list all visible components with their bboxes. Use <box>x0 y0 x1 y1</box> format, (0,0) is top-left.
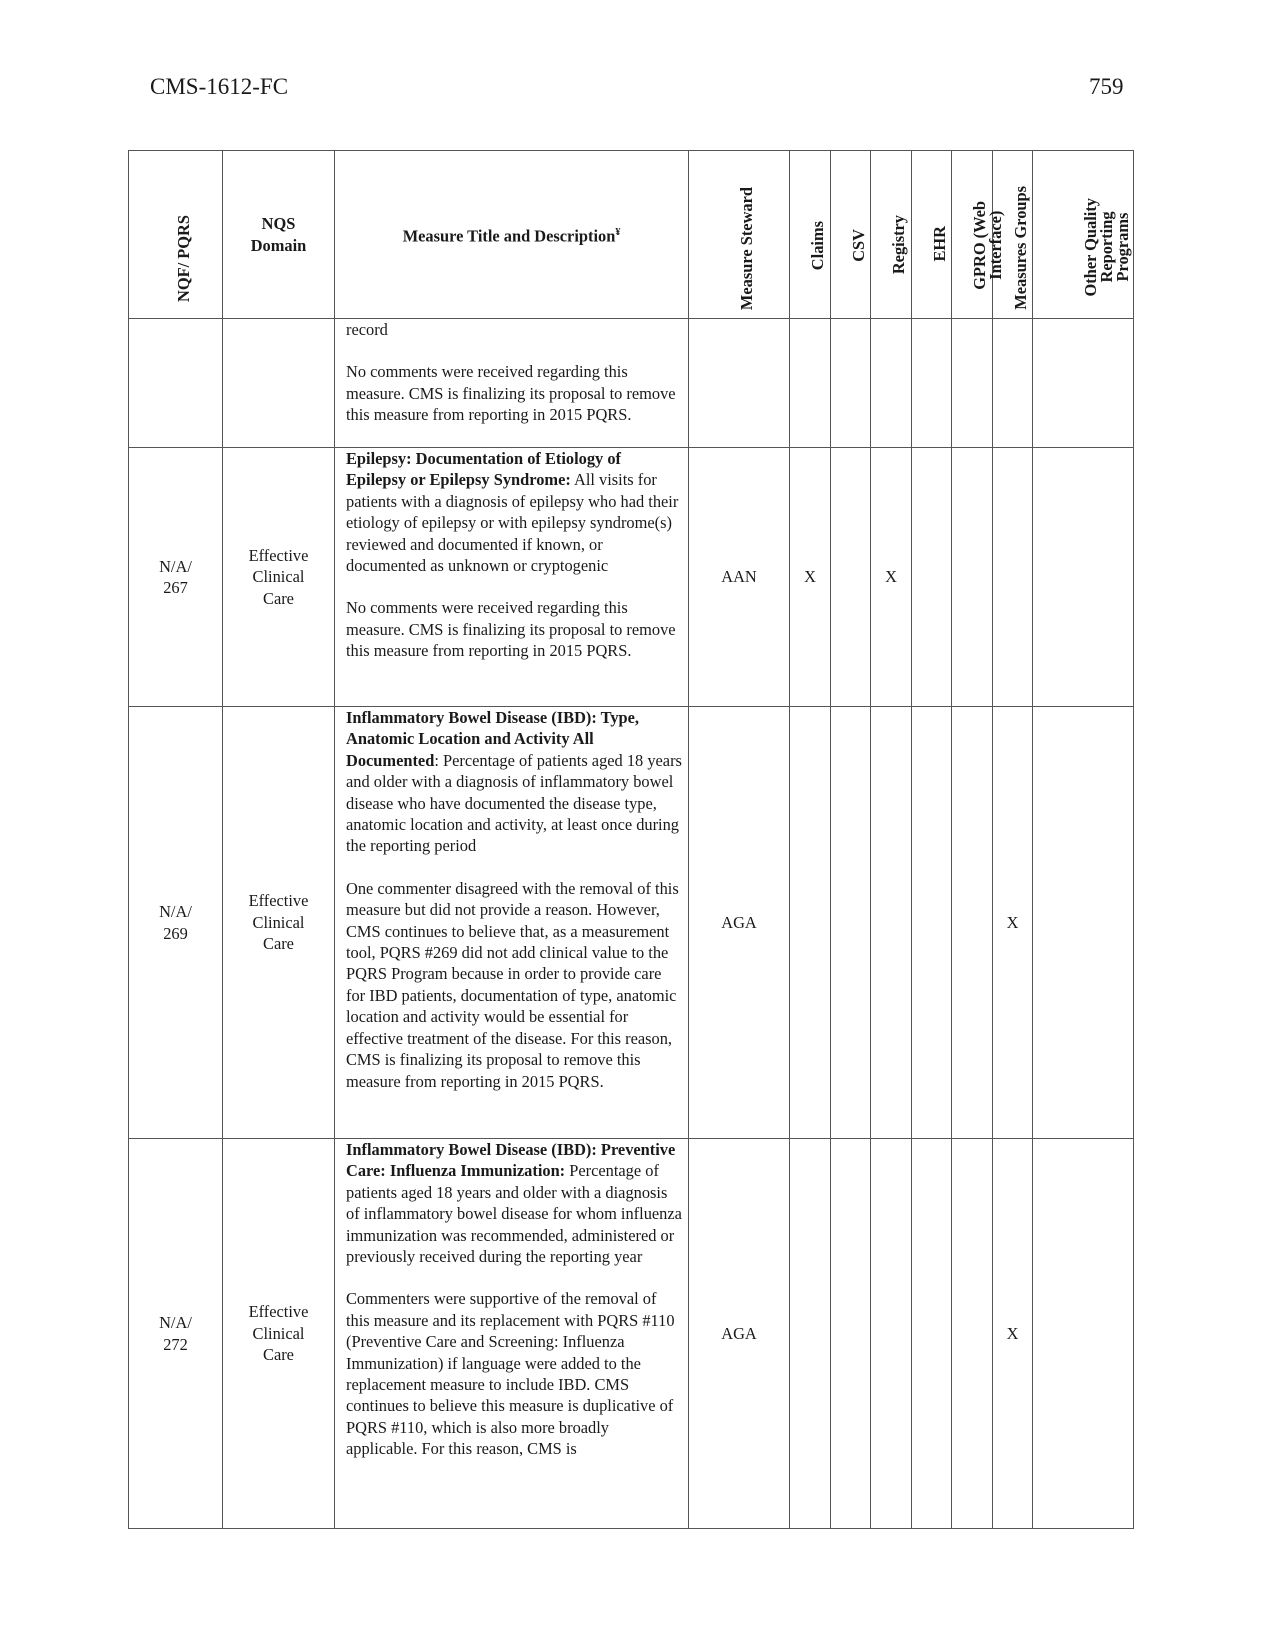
cell-ehr <box>912 1139 952 1529</box>
cell-registry <box>871 707 912 1139</box>
cell-csv <box>831 707 871 1139</box>
measure-comment: No comments were received regarding this measure. CMS is finalizing its proposal to remove this measure from reporting in 2015 PQRS. <box>346 362 676 425</box>
measure-comment: No comments were received regarding this measure. CMS is finalizing its proposal to remove this measure from reporting in 2015 PQRS. <box>346 598 676 661</box>
cell-nqs-domain <box>223 319 335 448</box>
cell-nqs-domain: Effective Clinical Care <box>223 448 335 707</box>
cell-nqf-pqrs: N/A/ 269 <box>129 707 223 1139</box>
cell-ehr <box>912 707 952 1139</box>
cell-registry <box>871 319 912 448</box>
header-claims: Claims <box>790 151 831 319</box>
cell-csv <box>831 448 871 707</box>
header-measures-groups: Measures Groups <box>993 151 1033 319</box>
measure-title: Inflammatory Bowel Disease (IBD): Preventive Care: Influenza Immunization: <box>346 1140 676 1181</box>
cell-gpro <box>952 448 993 707</box>
cell-csv <box>831 319 871 448</box>
measure-description: : Percentage of patients aged 18 years and older with a diagnosis of inflammatory bowel disease who have documented the disease type, anatomic location and activity, at least once during the reporting period <box>346 750 682 856</box>
cell-nqs-domain: Effective Clinical Care <box>223 707 335 1139</box>
measure-description: All visits for patients with a diagnosis of epilepsy who had their etiology of epilepsy or with epilepsy syndrome(s) reviewed and documented if known, or documented as unknown or cryptogenic <box>346 470 679 576</box>
cell-claims: X <box>790 448 831 707</box>
measures-table <box>128 150 1134 1529</box>
header-ehr: EHR <box>912 151 952 319</box>
cell-nqf-pqrs: N/A/ 272 <box>129 1139 223 1529</box>
cell-gpro <box>952 707 993 1139</box>
header-row <box>129 151 1134 319</box>
cell-steward <box>689 319 790 448</box>
cell-nqf-pqrs <box>129 319 223 448</box>
cell-claims <box>790 707 831 1139</box>
header-csv: CSV <box>831 151 871 319</box>
measure-comment: One commenter disagreed with the removal of this measure but did not provide a reason. However, CMS continues to believe that, as a measurement tool, PQRS #269 did not add clinical value to the PQRS Program because in order to provide care for IBD patients, documentation of type, anatomic location and activity would be essential for effective treatment of the disease. For this reason, CMS is finalizing its proposal to remove this measure from reporting in 2015 PQRS. <box>346 878 679 1091</box>
cell-nqf-pqrs: N/A/ 267 <box>129 448 223 707</box>
cell-ehr <box>912 448 952 707</box>
table-row <box>129 448 1134 707</box>
measure-description: Percentage of patients aged 18 years and older with a diagnosis of inflammatory bowel disease for whom influenza immunization was recommended, administered or previously received during the reporting year <box>346 1161 682 1267</box>
header-title-description: Measure Title and Description¥ <box>335 151 689 319</box>
cell-other-programs <box>1033 1139 1134 1529</box>
cell-gpro <box>952 319 993 448</box>
cell-registry: X <box>871 448 912 707</box>
page-number: 759 <box>1089 74 1124 99</box>
cell-steward: AGA <box>689 707 790 1139</box>
cell-registry <box>871 1139 912 1529</box>
measure-title: Inflammatory Bowel Disease (IBD): Type, Anatomic Location and Activity All Documented <box>346 708 640 770</box>
cell-gpro <box>952 1139 993 1529</box>
cell-other-programs <box>1033 319 1134 448</box>
cell-measures-groups: X <box>993 707 1033 1139</box>
cell-ehr <box>912 319 952 448</box>
measure-title: Epilepsy: Documentation of Etiology of Epilepsy or Epilepsy Syndrome: <box>346 449 621 490</box>
cell-nqs-domain: Effective Clinical Care <box>223 1139 335 1529</box>
cell-steward: AGA <box>689 1139 790 1529</box>
header-registry: Registry <box>871 151 912 319</box>
cell-measures-groups <box>993 448 1033 707</box>
header-gpro-web-interface: GPRO (Web Interface) <box>952 151 993 319</box>
cell-other-programs <box>1033 707 1134 1139</box>
cell-steward: AAN <box>689 448 790 707</box>
header-nqs-domain: NQS Domain <box>223 151 335 319</box>
header-other-quality-programs: Other Quality Reporting Programs <box>1033 151 1134 319</box>
table-row <box>129 707 1134 1139</box>
document-id: CMS-1612-FC <box>150 74 289 99</box>
header-measure-steward: Measure Steward <box>689 151 790 319</box>
cell-csv <box>831 1139 871 1529</box>
measure-description: record <box>346 320 388 339</box>
cell-measures-groups: X <box>993 1139 1033 1529</box>
cell-title-description <box>335 319 689 448</box>
cell-title-description <box>335 1139 689 1529</box>
table-row <box>129 319 1134 448</box>
header-nqf-pqrs: NQF/ PQRS <box>129 151 223 319</box>
measure-comment: Commenters were supportive of the removal of this measure and its replacement with PQRS #110 (Preventive Care and Screening: Influenza Immunization) if language were added to the replacement measure to include IBD. CMS continues to believe this measure is duplicative of PQRS #110, which is also more broadly applicable. For this reason, CMS is <box>346 1289 675 1459</box>
cell-other-programs <box>1033 448 1134 707</box>
yen-footnote-mark: ¥ <box>615 227 621 239</box>
cell-claims <box>790 319 831 448</box>
cell-title-description <box>335 707 689 1139</box>
table-row <box>129 1139 1134 1529</box>
cell-title-description <box>335 448 689 707</box>
cell-claims <box>790 1139 831 1529</box>
cell-measures-groups <box>993 319 1033 448</box>
